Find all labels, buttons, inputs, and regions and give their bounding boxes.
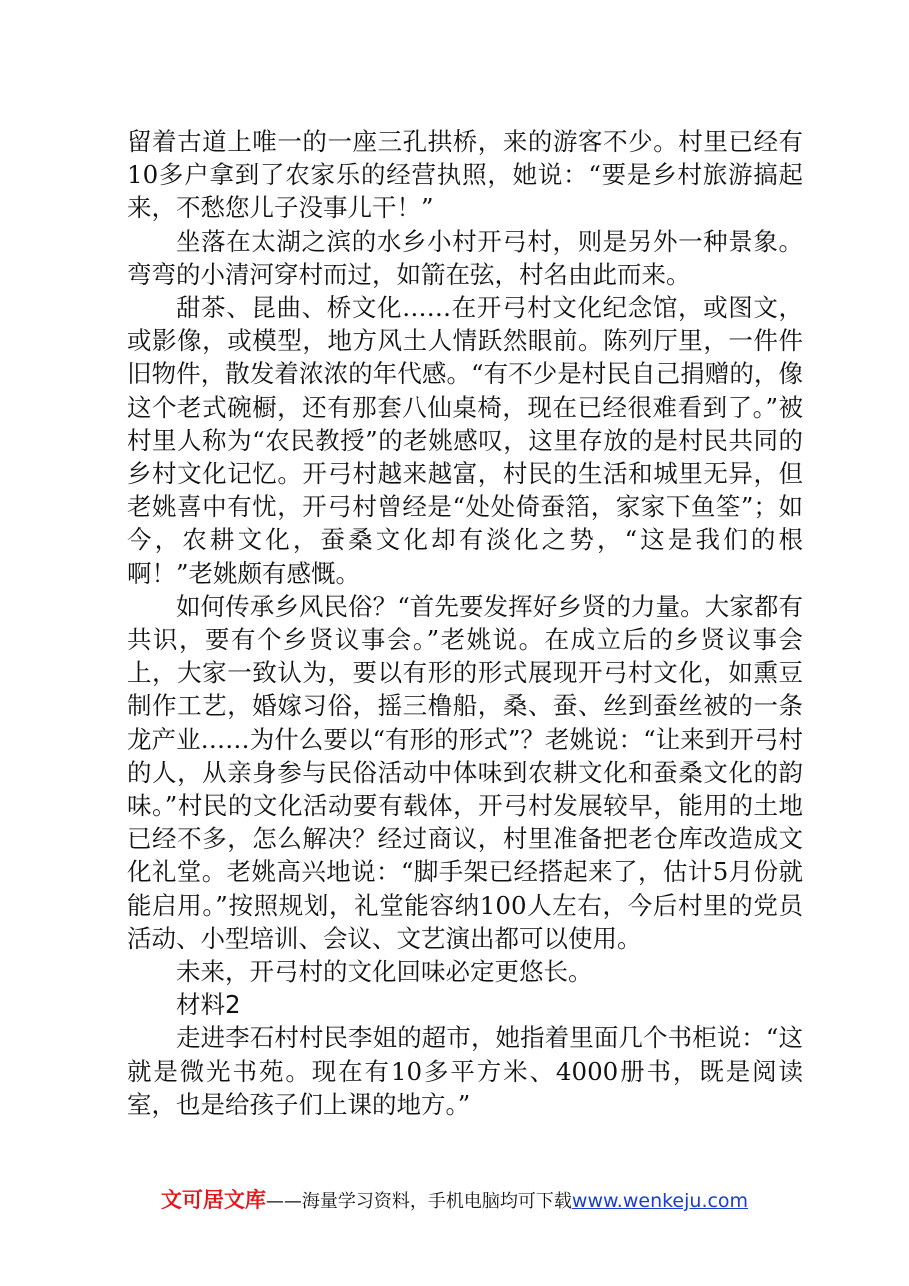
section-heading-material-2: 材料2 [176,990,241,1020]
footer-slogan: ——海量学习资料，手机电脑均可下载 [265,1191,572,1212]
paragraph-5: 未来，开弓村的文化回味必定更悠长。 [176,957,593,987]
paragraph-2: 坐落在太湖之滨的水乡小村开弓村，则是另外一种景象。弯弯的小清河穿村而过，如箭在弦，村名由此而来。 [127,226,803,289]
article-body [127,125,803,1121]
paragraph-6: 走进李石村村民李姐的超市，她指着里面几个书柜说：“这就是微光书苑。现在有10多平方米、4000册书，既是阅读室，也是给孩子们上课的地方。” [127,1023,803,1119]
page-footer [0,1184,909,1214]
footer-brand: 文可居文库 [160,1188,266,1212]
paragraph-3: 甜茶、昆曲、桥文化……在开弓村文化纪念馆，或图文，或影像，或模型，地方风土人情跃然眼前。陈列厅里，一件件旧物件，散发着浓浓的年代感。“有不少是村民自己捐赠的，像这个老式碗橱，还有那套八仙桌椅，现在已经很难看到了。”被村里人称为“农民教授”的老姚感叹，这里存放的是村民共同的乡村文化记忆。开弓村越来越富，村民的生活和城里无异，但老姚喜中有忧，开弓村曾经是“处处倚蚕箔，家家下鱼筌”；如今，农耕文化，蚕桑文化却有淡化之势，“这是我们的根啊！”老姚颇有感慨。 [127,293,803,588]
footer-link[interactable]: www.wenkeju.com [571,1190,749,1212]
paragraph-1: 留着古道上唯一的一座三孔拱桥，来的游客不少。村里已经有10多户拿到了农家乐的经营执照，她说：“要是乡村旅游搞起来，不愁您儿子没事儿干！” [127,127,803,223]
paragraph-4: 如何传承乡风民俗？“首先要发挥好乡贤的力量。大家都有共识，要有个乡贤议事会。”老姚说。在成立后的乡贤议事会上，大家一致认为，要以有形的形式展现开弓村文化，如熏豆制作工艺，婚嫁习俗，摇三橹船，桑、蚕、丝到蚕丝被的一条龙产业……为什么要以“有形的形式”？老姚说：“让来到开弓村的人，从亲身参与民俗活动中体味到农耕文化和蚕桑文化的韵味。”村民的文化活动要有载体，开弓村发展较早，能用的土地已经不多，怎么解决？经过商议，村里准备把老仓库改造成文化礼堂。老姚高兴地说：“脚手架已经搭起来了，估计5月份就能启用。”按照规划，礼堂能容纳100人左右，今后村里的党员活动、小型培训、会议、文艺演出都可以使用。 [127,591,803,953]
